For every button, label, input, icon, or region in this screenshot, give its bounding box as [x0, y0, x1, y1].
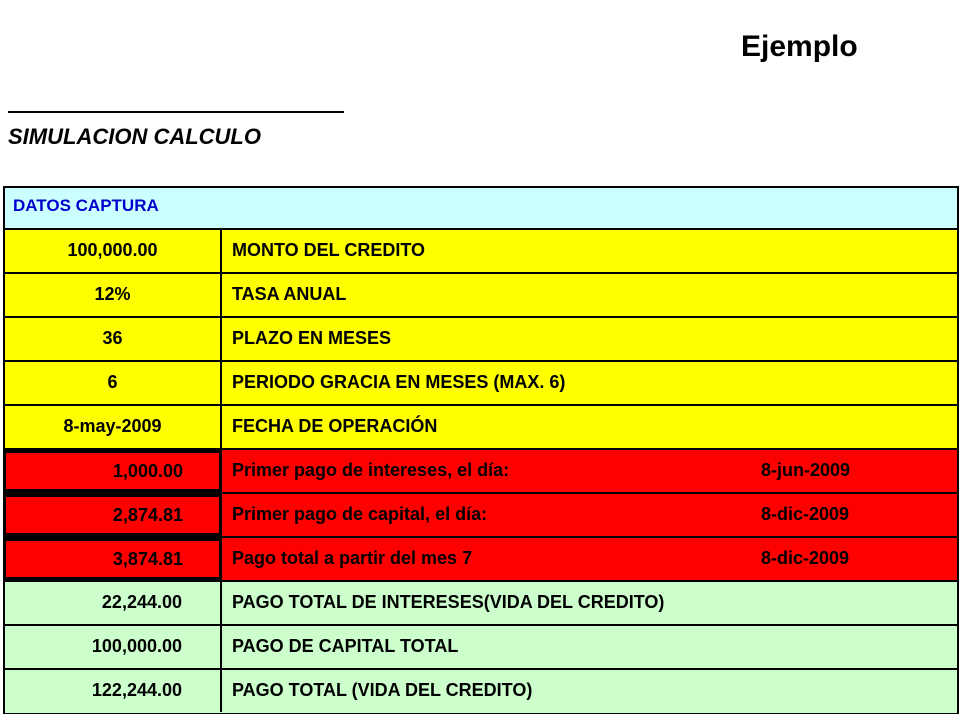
- total-interest-value: 22,244.00: [5, 582, 222, 624]
- annual-rate-value[interactable]: 12%: [5, 274, 222, 316]
- input-row-operation-date: [3, 406, 959, 450]
- annual-rate-label: TASA ANUAL: [232, 284, 347, 304]
- total-payment-label: Pago total a partir del mes 7: [232, 548, 473, 568]
- overall-total-label: PAGO TOTAL (VIDA DEL CREDITO): [232, 680, 533, 700]
- grace-period-label: PERIODO GRACIA EN MESES (MAX. 6): [232, 372, 566, 392]
- credit-simulation-table: [3, 186, 959, 714]
- operation-date-value[interactable]: 8-may-2009: [5, 406, 222, 448]
- first-capital-payment-value: 2,874.81: [3, 494, 222, 536]
- loan-amount-label: MONTO DEL CREDITO: [232, 240, 426, 260]
- term-months-value[interactable]: 36: [5, 318, 222, 360]
- page-title: Ejemplo: [741, 30, 858, 63]
- operation-date-label: FECHA DE OPERACIÓN: [232, 416, 438, 436]
- simulation-subtitle: SIMULACION CALCULO: [8, 124, 261, 149]
- total-payment-date: 8-dic-2009: [761, 548, 850, 568]
- first-capital-payment-date: 8-dic-2009: [761, 504, 850, 524]
- input-row-annual-rate: [3, 274, 959, 318]
- input-row-loan-amount: [3, 230, 959, 274]
- overall-total-value: 122,244.00: [5, 670, 222, 712]
- grace-period-value[interactable]: 6: [5, 362, 222, 404]
- first-interest-payment-value: 1,000.00: [3, 450, 222, 492]
- term-months-label: PLAZO EN MESES: [232, 328, 392, 348]
- total-row-interest: [3, 582, 959, 626]
- title-underline: [8, 111, 344, 113]
- payment-row-total-from-month-7: [3, 538, 959, 582]
- total-interest-label: PAGO TOTAL DE INTERESES(VIDA DEL CREDITO): [232, 592, 665, 612]
- first-interest-payment-label: Primer pago de intereses, el día:: [232, 460, 510, 480]
- input-row-grace-period: [3, 362, 959, 406]
- total-row-capital: [3, 626, 959, 670]
- capture-data-header: DATOS CAPTURA: [3, 186, 959, 230]
- payment-row-first-interest: [3, 450, 959, 494]
- total-row-overall: [3, 670, 959, 714]
- payment-row-first-capital: [3, 494, 959, 538]
- first-capital-payment-label: Primer pago de capital, el día:: [232, 504, 488, 524]
- loan-amount-value[interactable]: 100,000.00: [5, 230, 222, 272]
- input-row-term-months: [3, 318, 959, 362]
- total-capital-label: PAGO DE CAPITAL TOTAL: [232, 636, 459, 656]
- first-interest-payment-date: 8-jun-2009: [761, 460, 851, 480]
- total-payment-value: 3,874.81: [3, 538, 222, 580]
- total-capital-value: 100,000.00: [5, 626, 222, 668]
